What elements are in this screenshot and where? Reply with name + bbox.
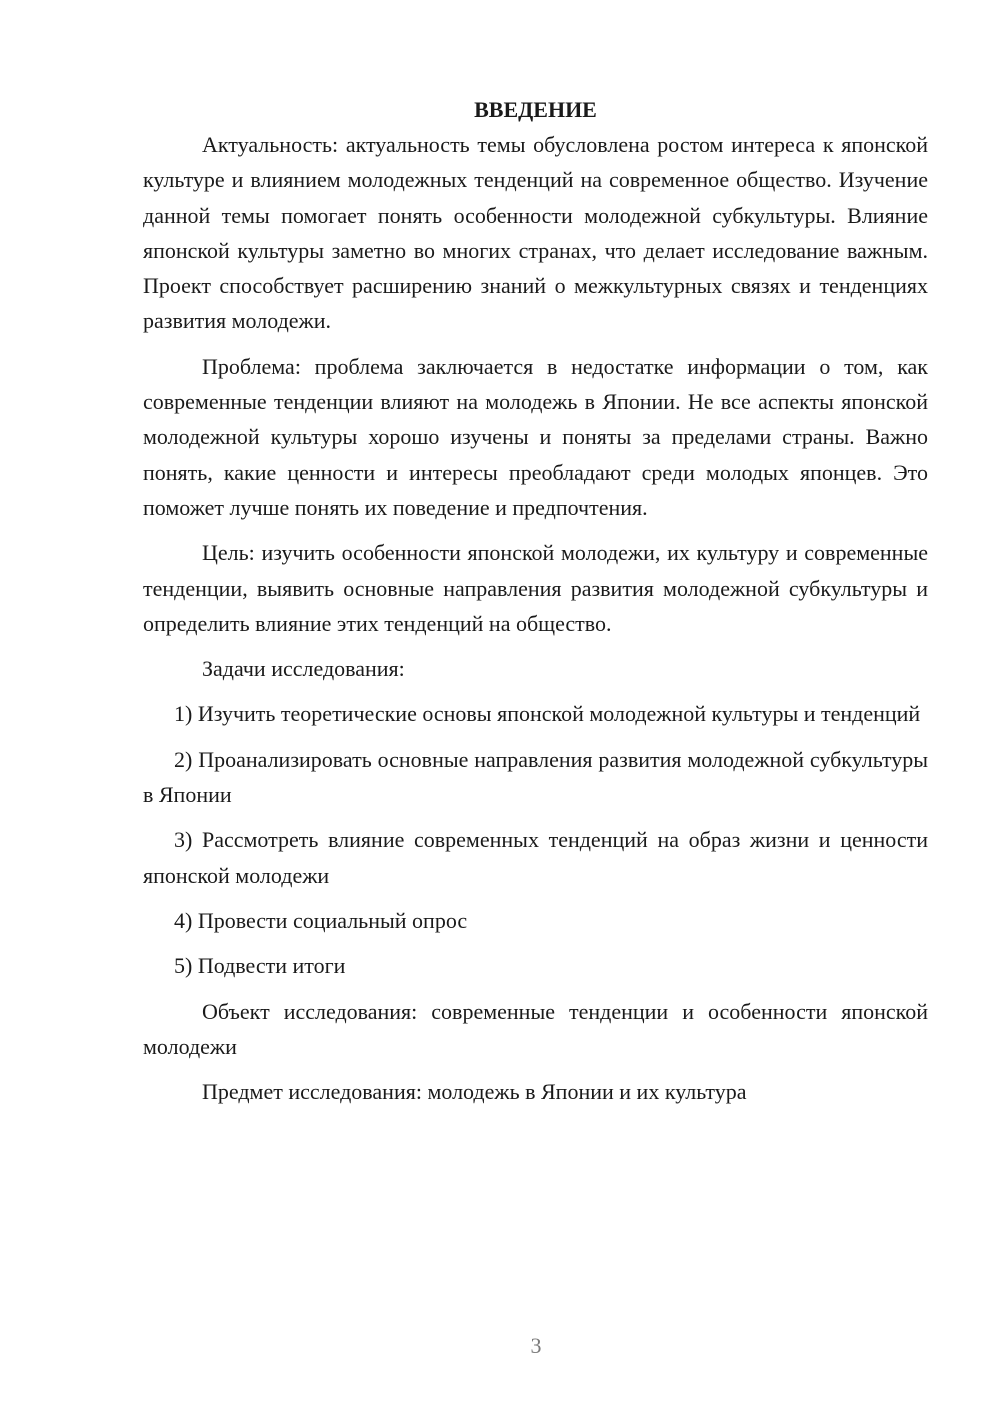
document-page — [143, 92, 928, 1119]
list-item: 2) Проанализировать основные направления развития молодежной субкультуры в Японии — [143, 746, 928, 808]
paragraph-object: Объект исследования: современные тенденции и особенности японской молодежи — [143, 998, 928, 1059]
paragraph-problem: Проблема: проблема заключается в недостатке информации о том, как современные тенденции влияют на молодежь в Японии. Не все аспекты японской молодежной культуры хорошо изучены и поняты за пределами страны. Важно понять, какие ценности и интересы преобладают среди молодых японцев. Это поможет лучше понять их поведение и предпочтения. — [143, 353, 928, 520]
paragraph-subject: Предмет исследования: молодежь в Японии и их культура — [202, 1079, 747, 1105]
paragraph-relevance: Актуальность: актуальность темы обусловлена ростом интереса к японской культуре и влиянием молодежных тенденций на современное общество. Изучение данной темы помогает понять особенности молодежной субкультуры. Влияние японской культуры заметно во многих странах, что делает исследование важным. Проект способствует расширению знаний о межкультурных связях и тенденциях развития молодежи. — [143, 132, 928, 334]
list-item: 3) Рассмотреть влияние современных тенденций на образ жизни и ценности японской молодежи — [143, 827, 928, 888]
list-item: 1) Изучить теоретические основы японской молодежной культуры и тенденций — [174, 701, 921, 727]
tasks-list — [143, 696, 928, 983]
tasks-heading: Задачи исследования: — [202, 656, 405, 682]
page-title: ВВЕДЕНИЕ — [474, 97, 597, 122]
paragraph-goal: Цель: изучить особенности японской молодежи, их культуру и современные тенденции, выявить основные направления развития молодежной субкультуры и определить влияние этих тенденций на общество. — [143, 540, 928, 636]
page-number: 3 — [530, 1333, 542, 1358]
list-item: 5) Подвести итоги — [174, 953, 346, 979]
list-item: 4) Провести социальный опрос — [174, 907, 468, 933]
